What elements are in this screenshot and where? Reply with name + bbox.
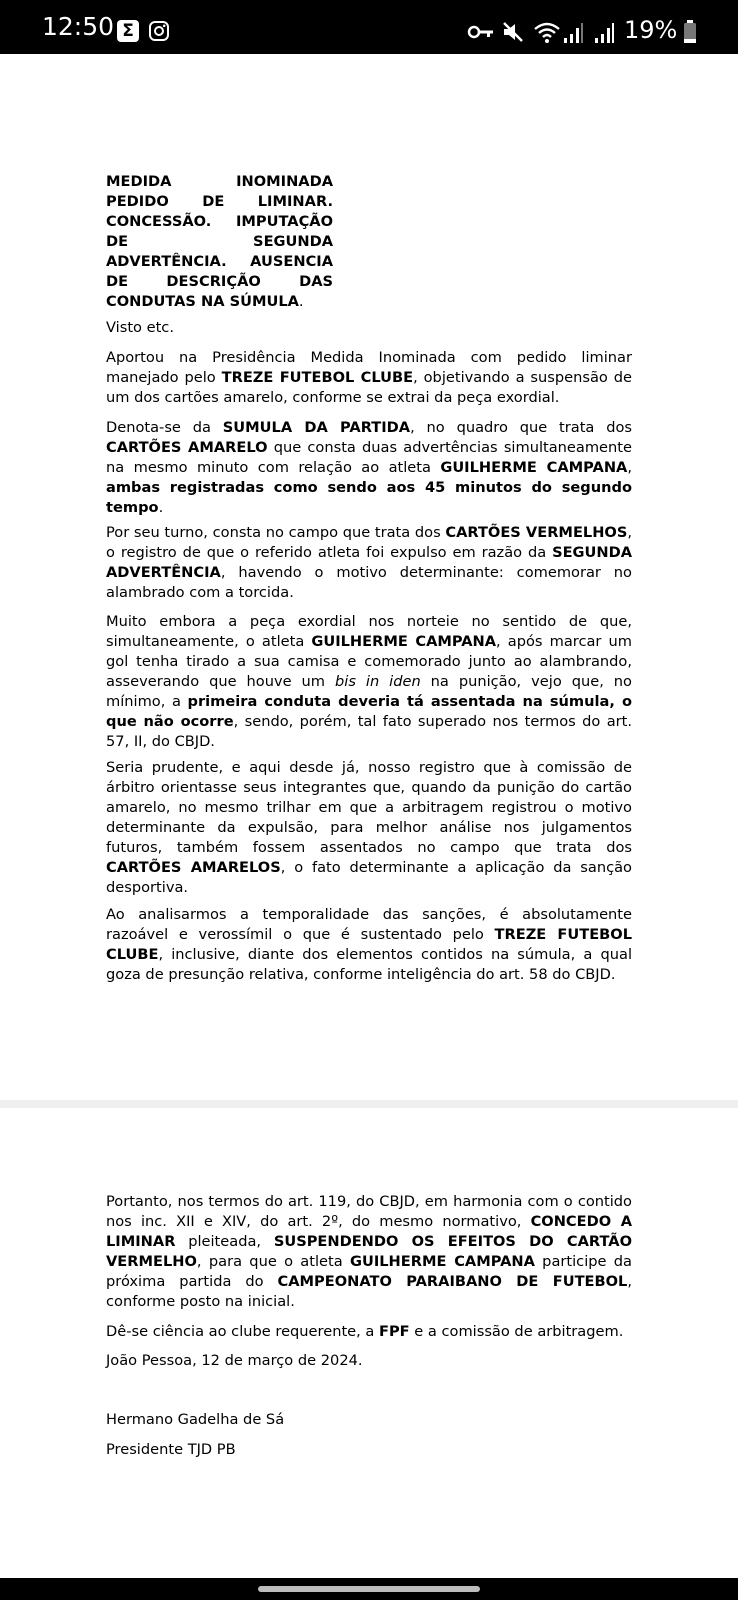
paragraph-6: Ao analisarmos a temporalidade das sanções, é absolutamente razoável e verossímil o que é sustentado pelo TREZE FUTEBOL CLUBE, inclusive, diante dos elementos contidos na súmula, a qual goza de presunção relativa, conforme inteligência do art. 58 do CBJD. — [106, 906, 632, 983]
page-separator — [0, 1100, 738, 1108]
signal-strength-icon-2 — [593, 22, 615, 44]
signature-title: Presidente TJD PB — [106, 1441, 236, 1458]
paragraph-3: Por seu turno, consta no campo que trata dos CARTÕES VERMELHOS, o registro de que o referido atleta foi expulso em razão da SEGUNDA ADVERTÊNCIA, havendo o motivo determinante: comemorar no alambrado com a torcida. — [106, 524, 632, 601]
paragraph-7: Portanto, nos termos do art. 119, do CBJD, em harmonia com o contido nos inc. XII e XIV, do art. 2º, do mesmo normativo, CONCEDO A LIMINAR pleiteada, SUSPENDENDO OS EFEITOS DO CARTÃO VERMELHO, para que o atleta GUILHERME CAMPANA participe da próxima partida do CAMPEONATO PARAIBANO DE FUTEBOL, conforme posto na inicial. — [106, 1193, 633, 1310]
wifi-icon — [533, 20, 561, 44]
date-line: João Pessoa, 12 de março de 2024. — [106, 1352, 363, 1369]
paragraph-5: Seria prudente, e aqui desde já, nosso registro que à comissão de árbitro orientasse seus integrantes que, quando da punição do cartão amarelo, no mesmo trilhar em que a arbitragem registrou o motivo determinante da expulsão, para melhor análise nos julgamentos futuros, também fossem assentados no campo que trata dos CARTÕES AMARELOS, o fato determinante a aplicação da sanção desportiva. — [106, 759, 632, 896]
signal-strength-icon — [562, 22, 584, 44]
status-time: 12:50 — [42, 12, 115, 41]
instagram-icon — [148, 20, 170, 42]
home-gesture-handle[interactable] — [258, 1586, 480, 1592]
mute-icon — [501, 20, 525, 44]
vpn-key-icon — [467, 25, 495, 39]
headnote-text: MEDIDA INOMINADA PEDIDO DE LIMINAR. CONCESSÃO. IMPUTAÇÃO DE SEGUNDA ADVERTÊNCIA. AUSENCIA DE DESCRIÇÃO DAS CONDUTAS NA SÚMULA — [106, 173, 333, 310]
visto-line: Visto etc. — [106, 319, 174, 336]
headnote — [106, 172, 333, 312]
status-bar — [0, 0, 738, 54]
battery-percentage: 19% — [624, 16, 678, 44]
paragraph-4: Muito embora a peça exordial nos norteie no sentido de que, simultaneamente, o atleta GUILHERME CAMPANA, após marcar um gol tenha tirado a sua camisa e comemorado junto ao alambrando, asseverando que houve um bis in iden na punição, vejo que, no mínimo, a primeira conduta deveria tá assentada na súmula, o que não ocorre, sendo, porém, tal fato superado nos termos do art. 57, II, do CBJD. — [106, 613, 632, 750]
sigma-app-icon: Σ — [117, 20, 139, 42]
signature-name: Hermano Gadelha de Sá — [106, 1411, 285, 1428]
paragraph-1: Aportou na Presidência Medida Inominada com pedido liminar manejado pelo TREZE FUTEBOL CLUBE, objetivando a suspensão de um dos cartões amarelo, conforme se extrai da peça exordial. — [106, 349, 632, 406]
battery-icon — [683, 20, 697, 44]
paragraph-2: Denota-se da SUMULA DA PARTIDA, no quadro que trata dos CARTÕES AMARELO que consta duas advertências simultaneamente na mesmo minuto com relação ao atleta GUILHERME CAMPANA, ambas registradas como sendo aos 45 minutos do segundo tempo. — [106, 419, 632, 516]
headnote-end: . — [298, 293, 304, 310]
paragraph-8: Dê-se ciência ao clube requerente, a FPF e a comissão de arbitragem. — [106, 1323, 624, 1340]
navigation-bar — [0, 1578, 738, 1600]
document-page-2[interactable] — [0, 1108, 738, 1578]
